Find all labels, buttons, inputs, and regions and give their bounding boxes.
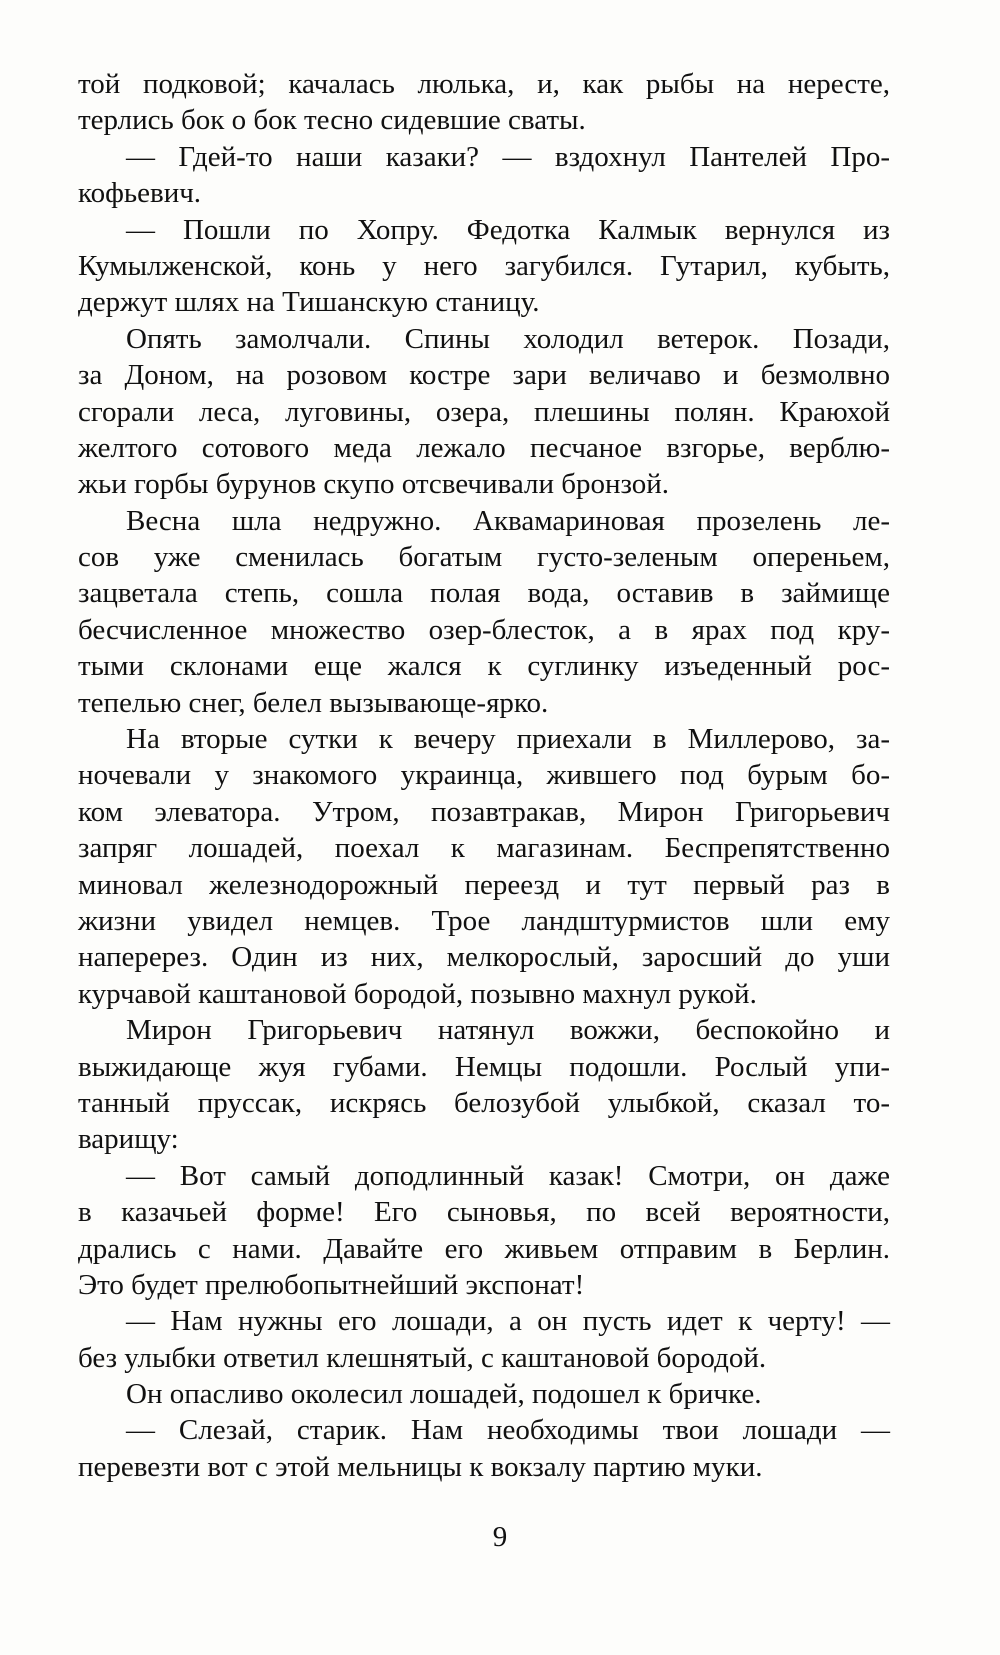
text-line: — Вот самый доподлинный казак! Смотри, он даже (126, 1159, 890, 1192)
text-line: — Пошли по Хопру. Федотка Калмык вернулся из (126, 213, 890, 246)
text-line: дрались с нами. Давайте его живьем отправим в Берлин. (78, 1232, 890, 1265)
text-line: На вторые сутки к вечеру приехали в Миллерово, за- (126, 723, 890, 756)
text-line: Опять замолчали. Спины холодил ветерок. Позади, (126, 322, 890, 355)
text-line: жьи горбы бурунов скупо отсвечивали бронзой. (78, 468, 670, 501)
text-line: Мирон Григорьевич натянул вожжи, беспокойно и (126, 1014, 890, 1047)
text-line: в казачьей форме! Его сыновья, по всей вероятности, (78, 1196, 890, 1229)
text-line: кофьевич. (78, 177, 202, 210)
text-line: миновал железнодорожный переезд и тут первый раз в (78, 868, 890, 901)
text-line: той подковой; качалась люлька, и, как рыбы на нересте, (78, 68, 890, 100)
text-line: сов уже сменилась богатым густо-зеленым опереньем, (78, 541, 890, 574)
text-line: тепелью снег, белел вызывающе-ярко. (78, 686, 549, 719)
text-line: терлись бок о бок тесно сидевшие сваты. (78, 104, 586, 137)
text-line: курчавой каштановой бородой, позывно махнул рукой. (78, 977, 757, 1010)
text-line: Он опасливо околесил лошадей, подошел к бричке. (126, 1378, 762, 1411)
text-line: Кумылженской, конь у него загубился. Гутарил, кубыть, (78, 249, 890, 282)
text-line: запряг лошадей, поехал к магазинам. Беспрепятственно (78, 832, 890, 865)
text-line: желтого сотового меда лежало песчаное взгорье, верблю- (78, 431, 890, 464)
text-line: без улыбки ответил клешнятый, с каштановой бородой. (78, 1341, 767, 1374)
text-line: ночевали у знакомого украинца, жившего под бурым бо- (78, 759, 890, 792)
text-line: Это будет прелюбопытнейший экспонат! (78, 1268, 585, 1301)
text-line: перевезти вот с этой мельницы к вокзалу партию муки. (78, 1450, 763, 1483)
text-line: варищу: (78, 1123, 179, 1156)
text-line: наперерез. Один из них, мелкорослый, заросший до уши (78, 941, 890, 974)
text-line: танный пруссак, искрясь белозубой улыбкой, сказал то- (78, 1086, 890, 1119)
text-line: бесчисленное множество озер-блесток, а в ярах под кру- (78, 613, 890, 646)
text-line: Весна шла недружно. Аквамариновая прозелень ле- (126, 504, 890, 537)
text-line: — Нам нужны его лошади, а он пусть идет к черту! — (126, 1305, 890, 1338)
text-line: — Гдей-то наши казаки? — вздохнул Пантелей Про- (126, 140, 890, 173)
text-line: сгорали леса, луговины, озера, плешины полян. Краюхой (78, 395, 890, 428)
body-text (78, 66, 890, 1485)
page-number: 9 (492, 1521, 508, 1553)
text-line: за Доном, на розовом костре зари величаво и безмолвно (78, 359, 890, 392)
text-line: зацветала степь, сошла полая вода, оставив в займище (78, 577, 890, 610)
text-line: держут шлях на Тишанскую станицу. (78, 286, 540, 319)
text-line: жизни увидел немцев. Трое ландштурмистов шли ему (78, 904, 890, 937)
text-line: тыми склонами еще жался к суглинку изъеденный рос- (78, 650, 890, 683)
text-line: выжидающе жуя губами. Немцы подошли. Рослый упи- (78, 1050, 890, 1083)
text-line: ком элеватора. Утром, позавтракав, Мирон Григорьевич (78, 795, 890, 828)
text-line: — Слезай, старик. Нам необходимы твои лошади — (126, 1414, 890, 1447)
